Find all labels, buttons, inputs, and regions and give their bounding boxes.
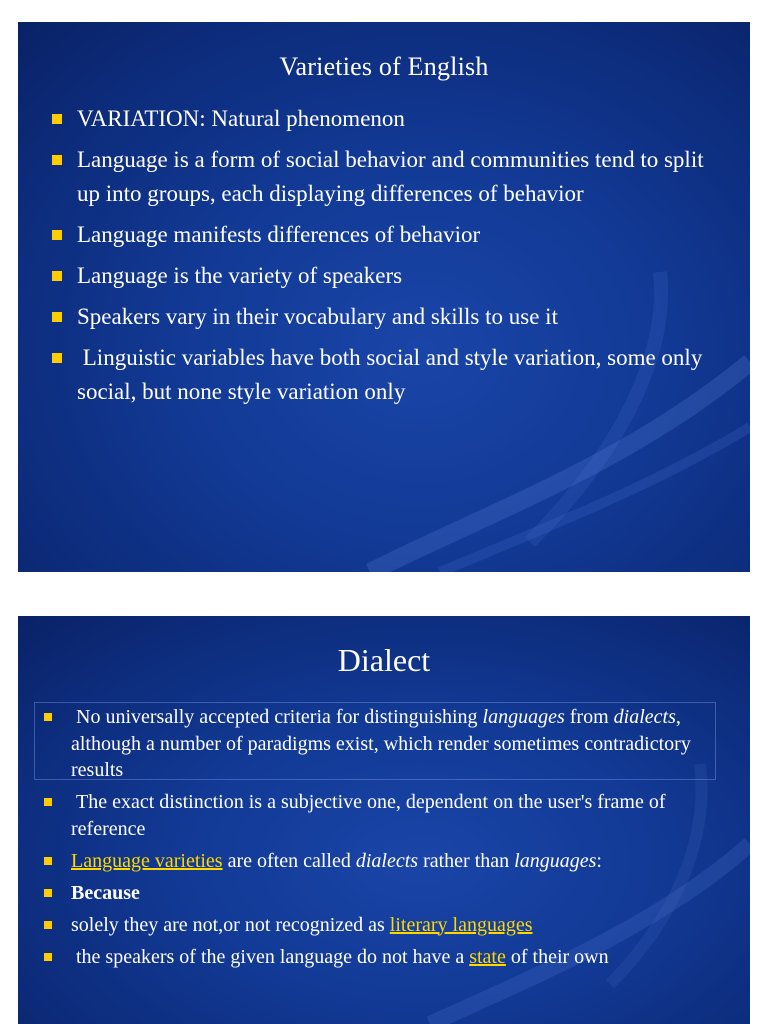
list-item: the speakers of the given language do not have a state of their own bbox=[44, 944, 734, 971]
slide-dialect bbox=[18, 616, 750, 1024]
list-item: Language is the variety of speakers bbox=[50, 259, 730, 293]
square-bullet-icon bbox=[44, 921, 52, 929]
literary-languages-link[interactable]: literary languages bbox=[389, 913, 533, 936]
square-bullet-icon bbox=[52, 230, 62, 240]
square-bullet-icon bbox=[44, 798, 52, 806]
bullet-list bbox=[50, 102, 730, 416]
language-varieties-link[interactable]: Language varieties bbox=[71, 849, 223, 872]
square-bullet-icon bbox=[52, 271, 62, 281]
list-item: The exact distinction is a subjective one, dependent on the user's frame of reference bbox=[44, 789, 734, 842]
square-bullet-icon bbox=[44, 713, 52, 721]
list-item: Linguistic variables have both social and style variation, some only social, but none style variation only bbox=[50, 341, 730, 409]
slide-title: Varieties of English bbox=[279, 52, 489, 81]
list-item: No universally accepted criteria for distinguishing languages from dialects, although a number of paradigms exist, which render sometimes contradictory results bbox=[44, 704, 734, 784]
list-item: Because bbox=[44, 880, 734, 907]
bullet-list bbox=[44, 704, 734, 976]
square-bullet-icon bbox=[52, 312, 62, 322]
slide-varieties-of-english bbox=[18, 22, 750, 572]
square-bullet-icon bbox=[44, 857, 52, 865]
slide-title: Dialect bbox=[337, 642, 431, 678]
list-item: VARIATION: Natural phenomenon bbox=[50, 102, 730, 136]
square-bullet-icon bbox=[52, 353, 62, 363]
list-item: Language is a form of social behavior and communities tend to split up into groups, each displaying differences of behavior bbox=[50, 143, 730, 211]
state-link[interactable]: state bbox=[469, 945, 506, 968]
list-item: Language varieties are often called dialects rather than languages: bbox=[44, 848, 734, 875]
square-bullet-icon bbox=[44, 889, 52, 897]
list-item: Language manifests differences of behavior bbox=[50, 218, 730, 252]
square-bullet-icon bbox=[52, 155, 62, 165]
list-item: Speakers vary in their vocabulary and skills to use it bbox=[50, 300, 730, 334]
list-item: solely they are not,or not recognized as literary languages bbox=[44, 912, 734, 939]
square-bullet-icon bbox=[44, 953, 52, 961]
square-bullet-icon bbox=[52, 114, 62, 124]
